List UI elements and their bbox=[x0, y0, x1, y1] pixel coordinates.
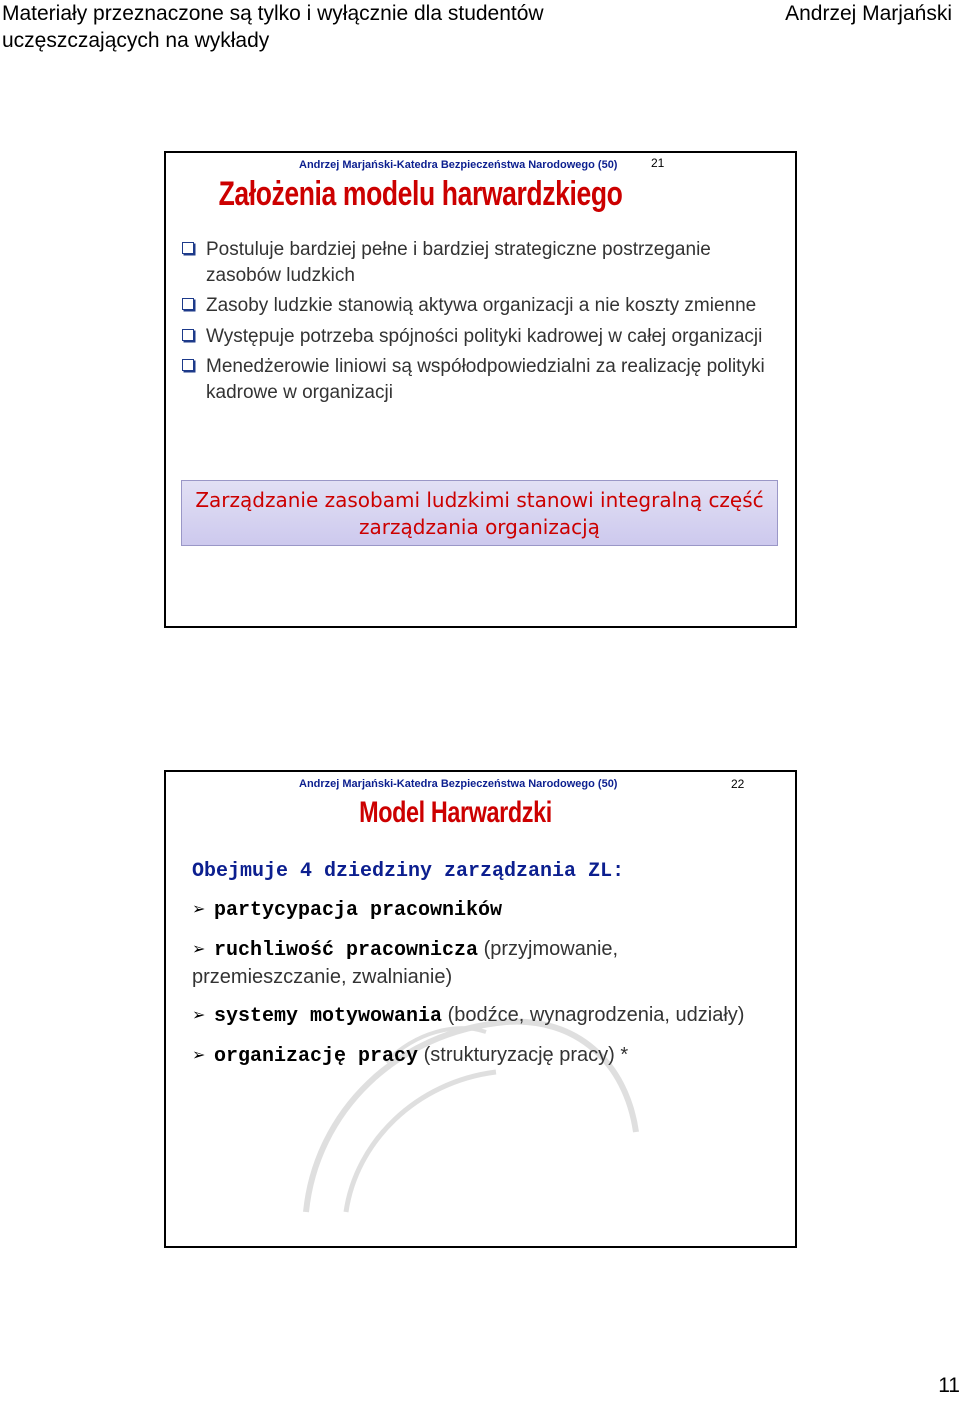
checkbox-square-icon bbox=[182, 298, 194, 310]
list-item bbox=[192, 896, 755, 924]
list-item bbox=[192, 1042, 755, 1070]
slide-21 bbox=[164, 151, 797, 628]
slide-header: Andrzej Marjański-Katedra Bezpieczeństwa Narodowego (50) bbox=[299, 778, 618, 790]
slide-title: Model Harwardzki bbox=[359, 796, 552, 829]
bullet-item bbox=[180, 324, 775, 350]
bullet-text: Zasoby ludzkie stanowią aktywa organizacji a nie koszty zmienne bbox=[206, 295, 757, 316]
slide-22 bbox=[164, 770, 797, 1248]
bullet-text: Menedżerowie liniowi są współodpowiedzialni za realizację polityki kadrowe w organizacji bbox=[206, 356, 765, 403]
highlight-line-2: zarządzania organizacją bbox=[359, 515, 600, 539]
arrow-list bbox=[192, 896, 755, 1082]
slide-header: Andrzej Marjański-Katedra Bezpieczeństwa Narodowego (50) bbox=[299, 159, 618, 171]
arrowhead-icon: ➢ bbox=[192, 1007, 206, 1024]
bullet-item bbox=[180, 354, 775, 405]
list-item bbox=[192, 936, 755, 990]
section-heading: Obejmuje 4 dziedziny zarządzania ZL: bbox=[192, 860, 625, 883]
checkbox-square-icon bbox=[182, 329, 194, 341]
bullet-list bbox=[180, 237, 775, 410]
highlight-line-1: Zarządzanie zasobami ludzkimi stanowi integralną część bbox=[195, 488, 764, 512]
checkbox-square-icon bbox=[182, 242, 194, 254]
item-strong: organizację pracy bbox=[214, 1045, 419, 1068]
page-header-left bbox=[2, 0, 544, 54]
page-number: 11 bbox=[938, 1374, 960, 1397]
arrowhead-icon: ➢ bbox=[192, 941, 206, 958]
arrowhead-icon: ➢ bbox=[192, 901, 206, 918]
slide-number: 22 bbox=[731, 777, 745, 791]
item-rest: (bodźce, wynagrodzenia, udziały) bbox=[442, 1004, 745, 1026]
bullet-text: Występuje potrzeba spójności polityki kadrowej w całej organizacji bbox=[206, 325, 763, 347]
highlight-box bbox=[181, 480, 778, 546]
bullet-item bbox=[180, 293, 775, 319]
item-rest: (przyjmowanie, przemieszczanie, zwalnianie) bbox=[192, 938, 619, 988]
slide-title: Założenia modelu harwardzkiego bbox=[218, 175, 623, 213]
bullet-text: Postuluje bardziej pełne i bardziej strategiczne postrzeganie zasobów ludzkich bbox=[206, 239, 711, 286]
checkbox-square-icon bbox=[182, 359, 194, 371]
item-strong: systemy motywowania bbox=[214, 1005, 443, 1028]
arrowhead-icon: ➢ bbox=[192, 1047, 206, 1064]
slide-number: 21 bbox=[651, 156, 665, 170]
item-strong: partycypacja pracowników bbox=[214, 899, 503, 922]
list-item bbox=[192, 1002, 755, 1030]
item-strong: ruchliwość pracownicza bbox=[214, 939, 479, 962]
header-line-1: Materiały przeznaczone są tylko i wyłącznie dla studentów bbox=[2, 2, 544, 25]
item-rest: (strukturyzację pracy) * bbox=[418, 1044, 629, 1066]
bullet-item bbox=[180, 237, 775, 288]
header-line-2: uczęszczających na wykłady bbox=[2, 29, 270, 52]
page-header-author: Andrzej Marjański bbox=[785, 2, 952, 25]
